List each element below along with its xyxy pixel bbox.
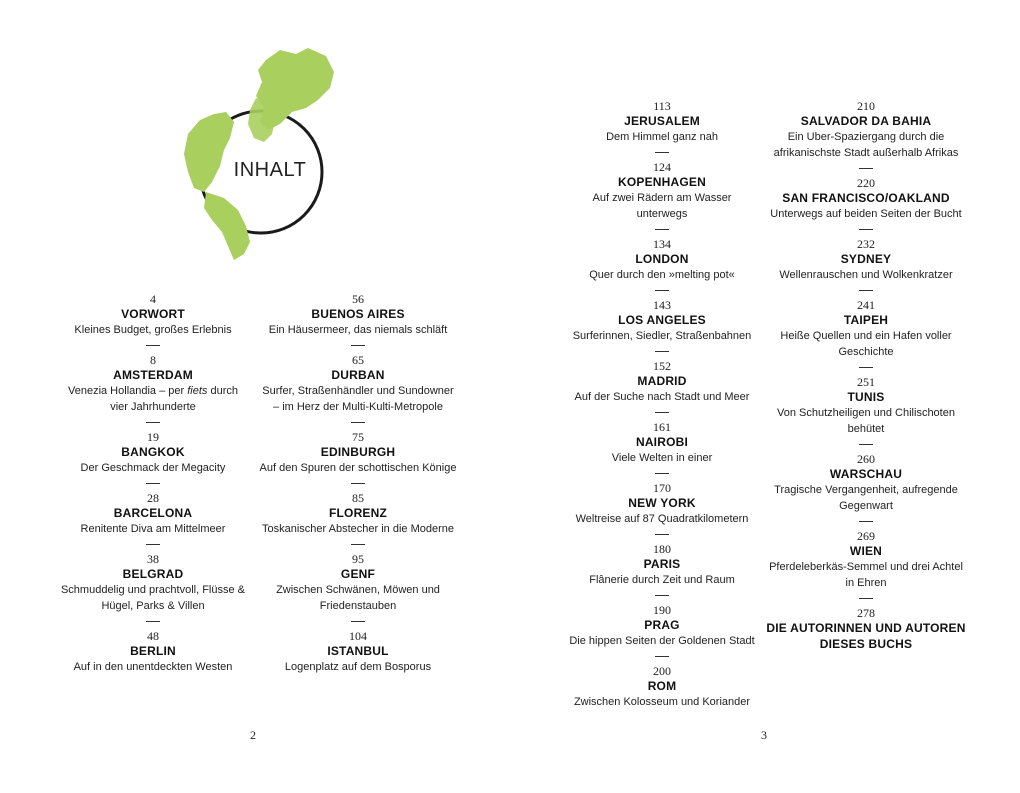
entry-page-number: 124 — [653, 160, 671, 174]
entry-description — [58, 383, 248, 415]
entry-title: NEW YORK — [628, 496, 696, 510]
entry-title: VORWORT — [121, 307, 185, 321]
toc-column — [58, 292, 248, 675]
entry-title: TUNIS — [847, 390, 885, 404]
entry-title: WARSCHAU — [829, 467, 903, 481]
entry-description: Wellenrauschen und Wolkenkratzer — [779, 269, 953, 281]
toc-entry[interactable] — [566, 420, 758, 466]
toc-entry[interactable] — [58, 430, 248, 476]
entry-description: Schmuddelig und prachtvoll, Flüsse & Hügel, Parks & Villen — [60, 584, 246, 612]
entry-description: Heiße Quellen und ein Hafen voller Geschichte — [780, 330, 952, 358]
entry-divider — [655, 290, 669, 291]
toc-entry[interactable] — [258, 552, 458, 614]
entry-divider — [655, 412, 669, 413]
entry-page-number: 152 — [653, 359, 671, 373]
entry-page-number: 95 — [352, 552, 364, 566]
entry-page-number: 269 — [857, 529, 875, 543]
entry-page-number: 210 — [857, 99, 875, 113]
entry-page-number: 190 — [653, 603, 671, 617]
entry-divider — [655, 656, 669, 657]
entry-divider — [351, 544, 365, 545]
entry-divider — [859, 367, 873, 368]
entry-description: Viele Welten in einer — [611, 452, 713, 464]
entry-page-number: 232 — [857, 237, 875, 251]
entry-divider — [351, 345, 365, 346]
page-number: 3 — [761, 728, 767, 742]
toc-entry[interactable] — [258, 292, 458, 338]
entry-title: GENF — [340, 567, 376, 581]
entry-divider — [146, 422, 160, 423]
toc-entry[interactable] — [566, 237, 758, 283]
entry-title: DIE AUTORINNEN UND AUTOREN DIESES BUCHS — [766, 621, 966, 651]
entry-description: Toskanischer Abstecher in die Moderne — [262, 523, 454, 535]
entry-description: Surfer, Straßenhändler und Sundowner – im Herz der Multi-Kulti-Metropole — [262, 385, 454, 413]
entry-title: PRAG — [644, 618, 680, 632]
toc-entry[interactable] — [766, 375, 966, 437]
toc-entry[interactable] — [58, 292, 248, 338]
toc-entry[interactable] — [58, 491, 248, 537]
toc-entry[interactable] — [766, 529, 966, 591]
entry-page-number: 180 — [653, 542, 671, 556]
toc-entry[interactable] — [766, 99, 966, 161]
entry-title: BELGRAD — [122, 567, 184, 581]
entry-description: Dem Himmel ganz nah — [606, 131, 718, 143]
entry-divider — [859, 598, 873, 599]
toc-entry[interactable] — [766, 452, 966, 514]
toc-column — [766, 99, 966, 652]
toc-entry[interactable] — [58, 629, 248, 675]
entry-divider — [655, 473, 669, 474]
toc-entry[interactable] — [58, 552, 248, 614]
entry-page-number: 260 — [857, 452, 875, 466]
entry-description-part: fiets — [187, 385, 208, 397]
toc-entry[interactable] — [566, 664, 758, 710]
entry-title: BERLIN — [130, 644, 176, 658]
entry-divider — [655, 229, 669, 230]
toc-entry[interactable] — [566, 359, 758, 405]
entry-description: Auf der Suche nach Stadt und Meer — [574, 391, 750, 403]
entry-description: Die hippen Seiten der Goldenen Stadt — [569, 635, 755, 647]
toc-entry[interactable] — [258, 353, 458, 415]
entry-title: ROM — [647, 679, 677, 693]
toc-entry[interactable] — [258, 430, 458, 476]
entry-page-number: 85 — [352, 491, 364, 505]
entry-description: Zwischen Kolosseum und Koriander — [573, 696, 751, 708]
entry-page-number: 134 — [653, 237, 671, 251]
entry-title: JERUSALEM — [624, 114, 700, 128]
entry-page-number: 104 — [349, 629, 367, 643]
entry-description: Auf in den unentdeckten Westen — [73, 661, 233, 673]
entry-divider — [655, 595, 669, 596]
entry-page-number: 170 — [653, 481, 671, 495]
globe-icon — [168, 42, 348, 262]
right-page — [510, 0, 1020, 793]
toc-entry[interactable] — [566, 542, 758, 588]
entry-page-number: 56 — [352, 292, 364, 306]
entry-title: SALVADOR DA BAHIA — [800, 114, 932, 128]
entry-divider — [351, 483, 365, 484]
toc-entry[interactable] — [766, 176, 966, 222]
entry-description: Unterwegs auf beiden Seiten der Bucht — [770, 208, 962, 220]
toc-entry[interactable] — [566, 160, 758, 222]
entry-title: SAN FRANCISCO/OAKLAND — [782, 191, 950, 205]
entry-page-number: 75 — [352, 430, 364, 444]
entry-page-number: 200 — [653, 664, 671, 678]
page-number: 2 — [250, 728, 256, 742]
entry-description: Ein Uber-Spaziergang durch die afrikanischste Stadt außerhalb Afrikas — [773, 131, 959, 159]
entry-description: Tragische Vergangenheit, aufregende Gegenwart — [774, 484, 958, 512]
entry-title: WIEN — [849, 544, 883, 558]
entry-page-number: 113 — [653, 99, 671, 113]
entry-divider — [655, 152, 669, 153]
entry-divider — [859, 290, 873, 291]
entry-title: LONDON — [635, 252, 689, 266]
page-title: INHALT — [233, 159, 307, 181]
entry-title: BUENOS AIRES — [311, 307, 405, 321]
entry-description: Pferdeleberkäs-Semmel und drei Achtel in Ehren — [769, 561, 963, 589]
toc-entry[interactable] — [258, 629, 458, 675]
globe-logo — [168, 42, 348, 262]
entry-divider — [655, 534, 669, 535]
entry-divider — [146, 544, 160, 545]
entry-description: Weltreise auf 87 Quadratkilometern — [575, 513, 749, 525]
entry-description: Quer durch den »melting pot« — [589, 269, 735, 281]
entry-title: BARCELONA — [113, 506, 193, 520]
entry-title: SYDNEY — [840, 252, 892, 266]
toc-entry[interactable] — [566, 99, 758, 145]
entry-page-number: 278 — [857, 606, 875, 620]
entry-description-part: durch vier Jahrhunderte — [110, 385, 238, 413]
entry-title: ISTANBUL — [327, 644, 389, 658]
entry-title: PARIS — [643, 557, 681, 571]
entry-description: Renitente Diva am Mittelmeer — [80, 523, 226, 535]
toc-entry[interactable] — [58, 353, 248, 415]
entry-description: Logenplatz auf dem Bosporus — [284, 661, 432, 673]
entry-title: NAIROBI — [635, 435, 689, 449]
toc-column — [566, 99, 758, 710]
entry-page-number: 8 — [150, 353, 156, 367]
entry-description: Kleines Budget, großes Erlebnis — [74, 324, 232, 336]
toc-entry[interactable] — [258, 491, 458, 537]
entry-divider — [351, 422, 365, 423]
entry-divider — [859, 168, 873, 169]
entry-description: Flânerie durch Zeit und Raum — [589, 574, 735, 586]
entry-title: EDINBURGH — [320, 445, 396, 459]
entry-title: MADRID — [637, 374, 687, 388]
entry-divider — [859, 521, 873, 522]
entry-page-number: 4 — [150, 292, 156, 306]
entry-divider — [146, 483, 160, 484]
toc-entry[interactable] — [766, 298, 966, 360]
entry-page-number: 48 — [147, 629, 159, 643]
toc-column — [258, 292, 458, 675]
entry-title: FLORENZ — [328, 506, 388, 520]
entry-title: DURBAN — [331, 368, 385, 382]
toc-entry[interactable] — [566, 603, 758, 649]
entry-divider — [859, 444, 873, 445]
entry-title: AMSTERDAM — [113, 368, 193, 382]
entry-title: BANGKOK — [121, 445, 185, 459]
entry-title: LOS ANGELES — [618, 313, 706, 327]
toc-entry[interactable] — [766, 606, 966, 652]
entry-divider — [859, 229, 873, 230]
entry-page-number: 220 — [857, 176, 875, 190]
entry-page-number: 241 — [857, 298, 875, 312]
entry-description: Surferinnen, Siedler, Straßenbahnen — [572, 330, 752, 342]
entry-divider — [655, 351, 669, 352]
toc-entry[interactable] — [566, 481, 758, 527]
entry-description-part: Venezia Hollandia – per — [67, 385, 188, 397]
entry-page-number: 161 — [653, 420, 671, 434]
entry-page-number: 28 — [147, 491, 159, 505]
toc-entry[interactable] — [766, 237, 966, 283]
entry-description: Ein Häusermeer, das niemals schläft — [268, 324, 448, 336]
entry-description: Zwischen Schwänen, Möwen und Friedenstauben — [276, 584, 440, 612]
entry-divider — [146, 345, 160, 346]
entry-page-number: 65 — [352, 353, 364, 367]
entry-title: KOPENHAGEN — [617, 175, 706, 189]
entry-title: TAIPEH — [843, 313, 889, 327]
entry-page-number: 251 — [857, 375, 875, 389]
toc-entry[interactable] — [566, 298, 758, 344]
entry-description: Von Schutzheiligen und Chilischoten behütet — [777, 407, 955, 435]
entry-divider — [146, 621, 160, 622]
entry-page-number: 143 — [653, 298, 671, 312]
entry-page-number: 38 — [147, 552, 159, 566]
entry-description: Der Geschmack der Megacity — [80, 462, 226, 474]
entry-description: Auf zwei Rädern am Wasser unterwegs — [592, 192, 732, 220]
entry-page-number: 19 — [147, 430, 159, 444]
entry-divider — [351, 621, 365, 622]
entry-description: Auf den Spuren der schottischen Könige — [259, 462, 457, 474]
